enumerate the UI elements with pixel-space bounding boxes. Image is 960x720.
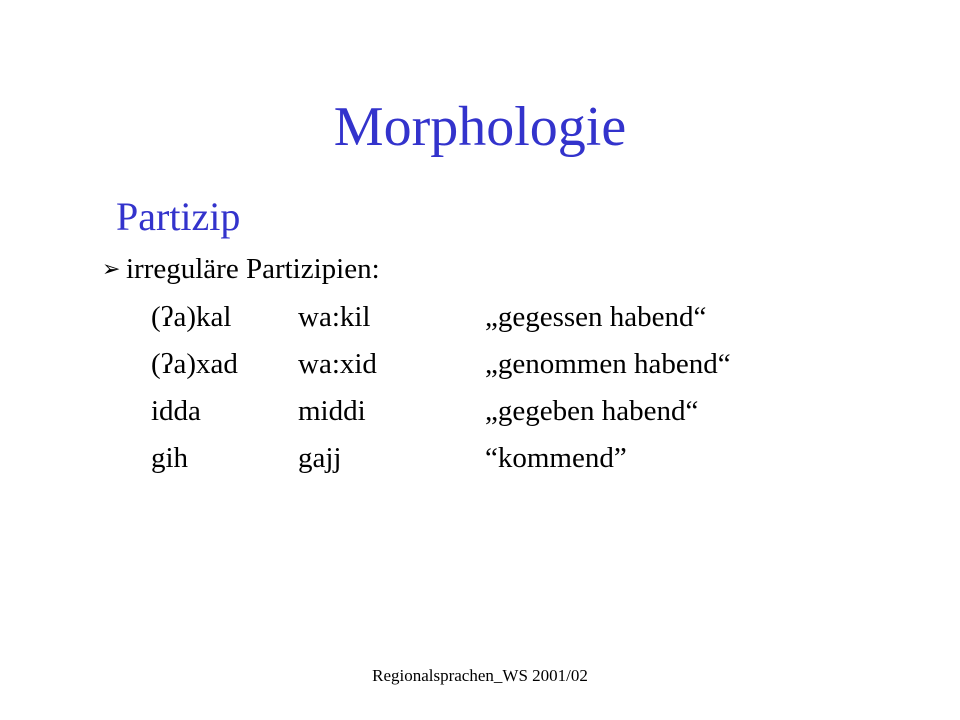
form-1: gih bbox=[151, 442, 189, 474]
form-2: wa:kil bbox=[298, 301, 371, 333]
bullet-text: irreguläre Partizipien: bbox=[126, 253, 380, 285]
form-1: (ʔa)xad bbox=[151, 348, 238, 380]
form-2: wa:xid bbox=[298, 348, 377, 380]
form-1: (ʔa)kal bbox=[151, 301, 232, 333]
gloss: „gegeben habend“ bbox=[485, 395, 699, 427]
form-2: middi bbox=[298, 395, 366, 427]
gloss: „genommen habend“ bbox=[485, 348, 731, 380]
slide-footer: Regionalsprachen_WS 2001/02 bbox=[372, 666, 588, 685]
gloss: „gegessen habend“ bbox=[485, 301, 707, 333]
slide-title: Morphologie bbox=[333, 96, 627, 158]
gloss: “kommend” bbox=[485, 442, 627, 474]
form-2: gajj bbox=[298, 442, 342, 474]
bullet-item bbox=[102, 249, 380, 290]
slide-subtitle: Partizip bbox=[116, 194, 241, 239]
form-1: idda bbox=[151, 395, 201, 427]
arrow-bullet-icon: ➢ bbox=[102, 257, 121, 282]
